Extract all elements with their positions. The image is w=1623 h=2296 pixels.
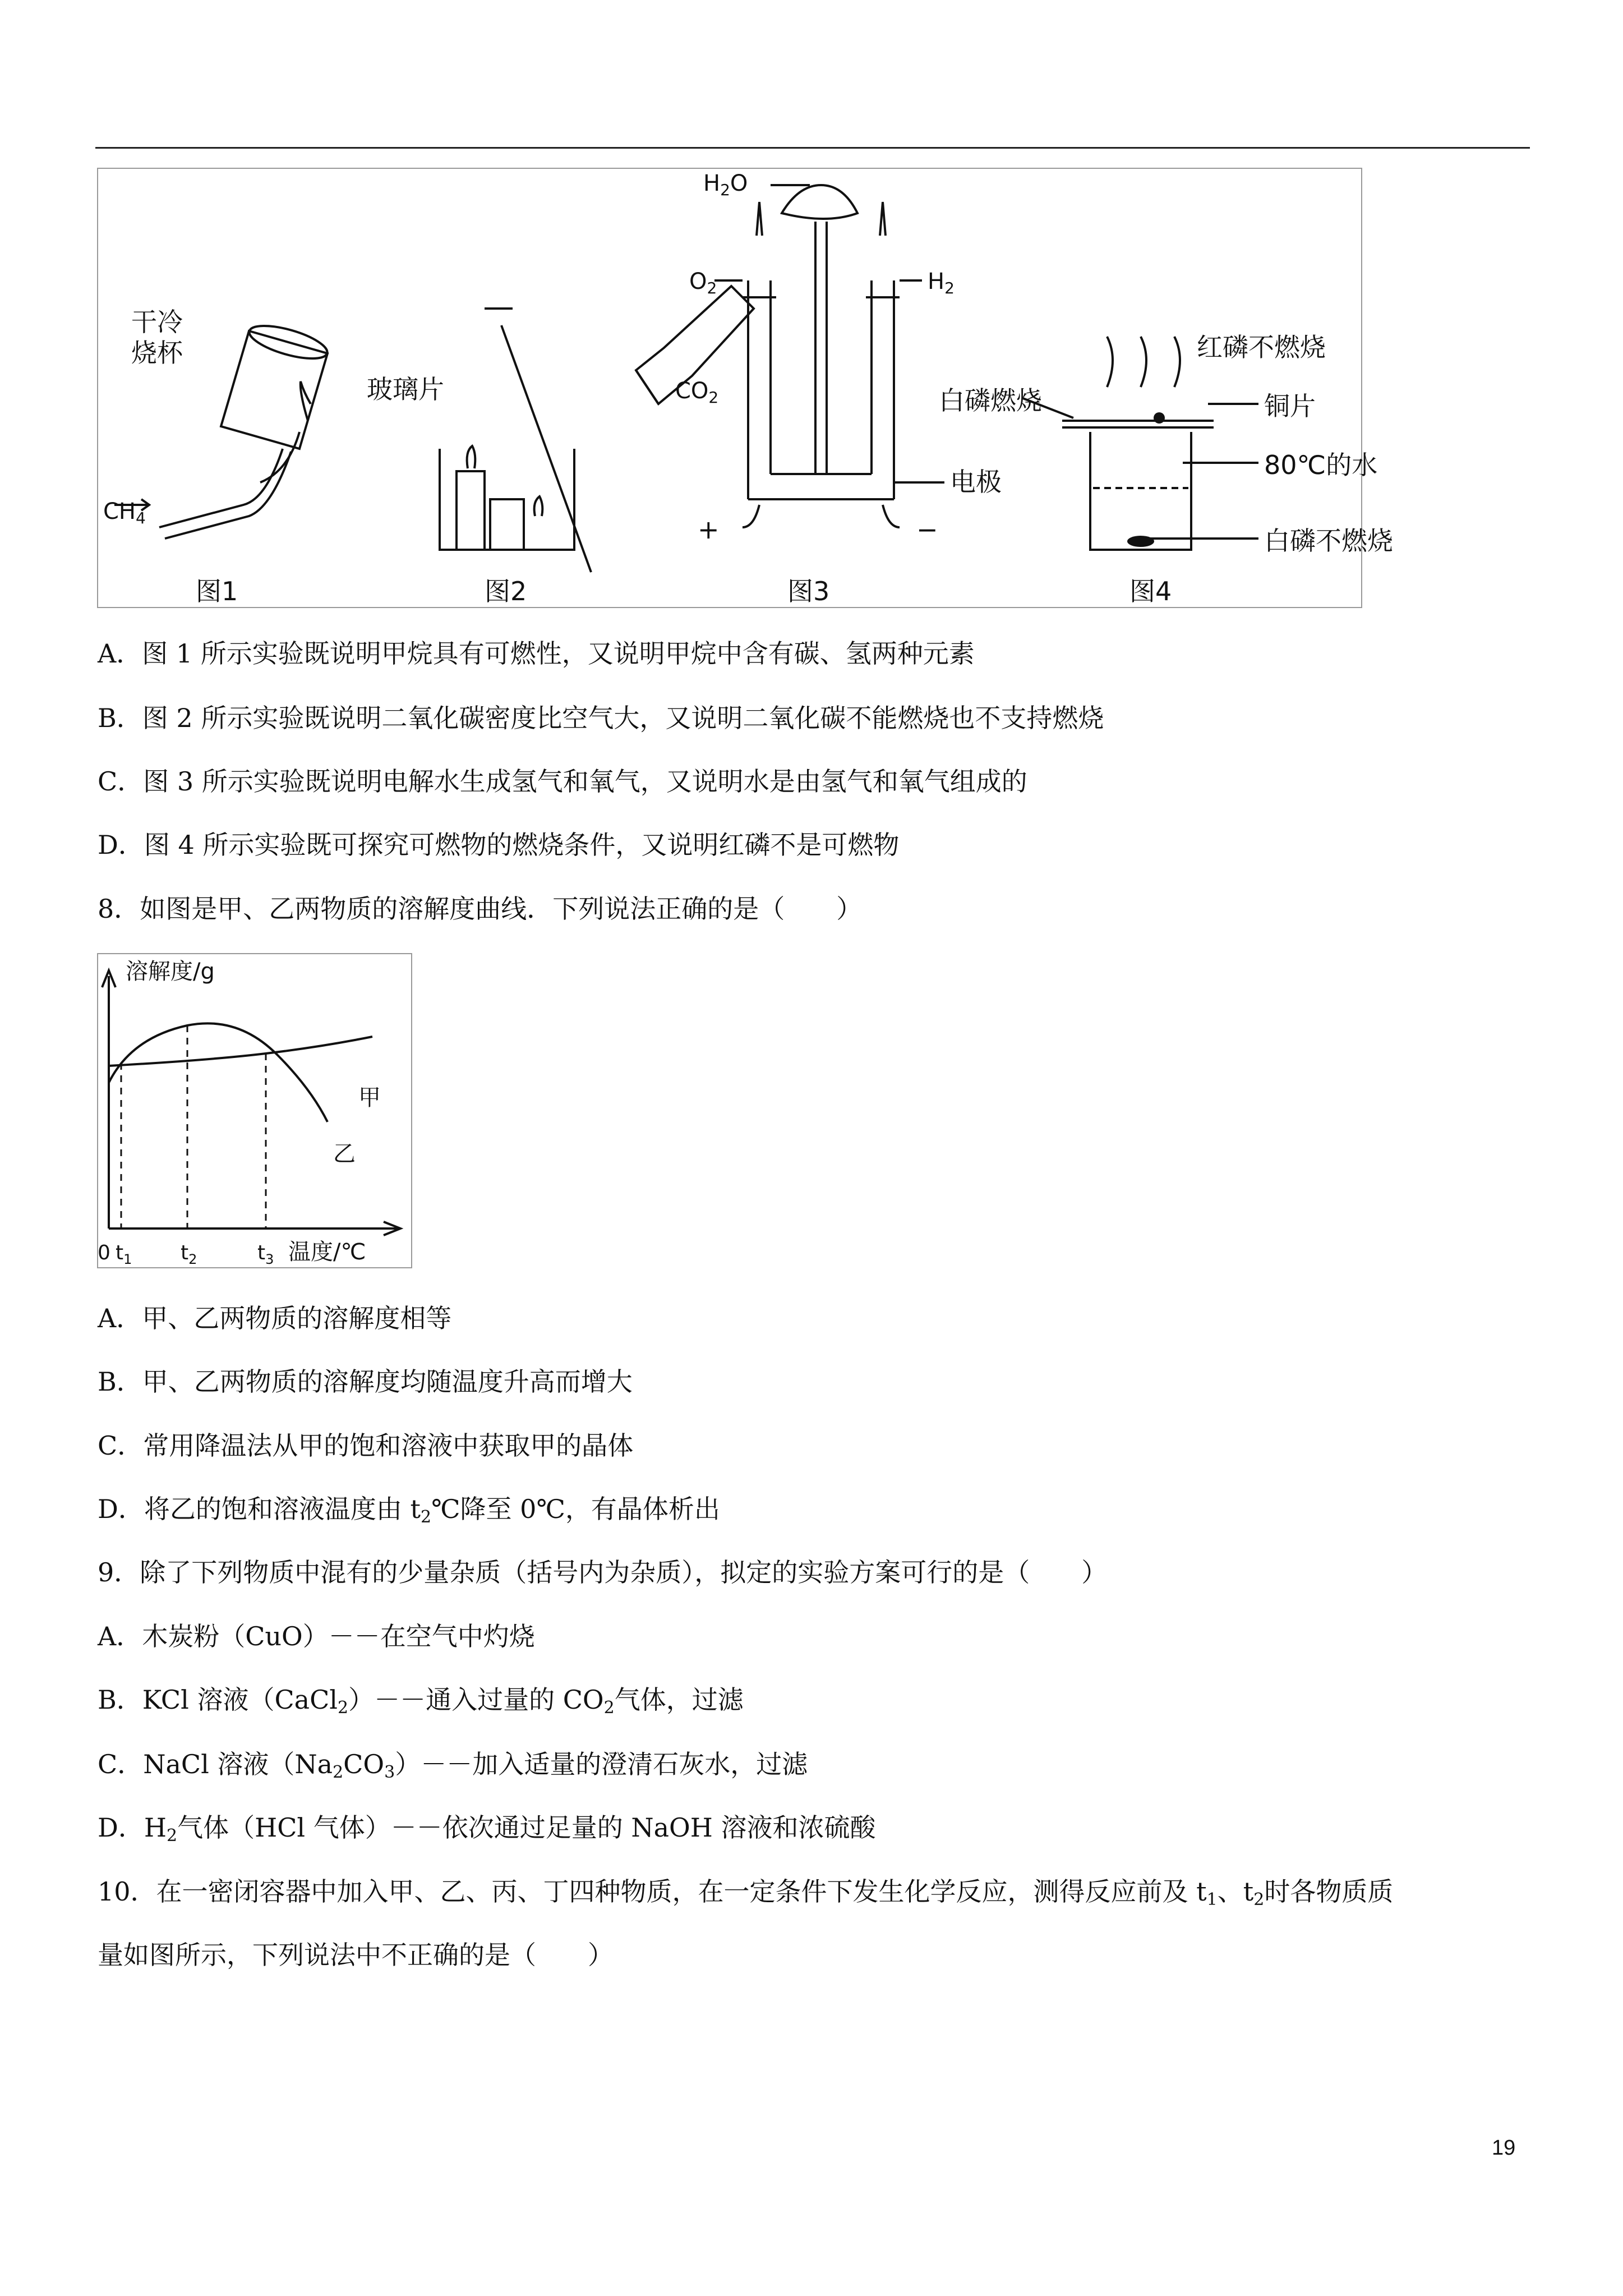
q7-option-d: D．图 4 所示实验既可探究可燃物的燃烧条件，又说明红磷不是可燃物: [98, 830, 900, 860]
chart-t2-base: t: [181, 1241, 189, 1264]
q10-stem-line1: 10．在一密闭容器中加入甲、乙、丙、丁四种物质，在一定条件下发生化学反应，测得反应前及 $t_1$、$t_2$时各物质质: [98, 1876, 1394, 1910]
q9-stem: 9．除了下列物质中混有的少量杂质（括号内为杂质），拟定的实验方案可行的是（ ）: [98, 1557, 1108, 1588]
q8-option-b: B．甲、乙两物质的溶解度均随温度升高而增大: [98, 1366, 633, 1397]
header-rule: [95, 147, 1530, 149]
q9-option-d: D．$H_2$气体（HCl 气体）－－依次通过足量的 NaOH 溶液和浓硫酸: [98, 1812, 876, 1846]
fig2-glass-label: 玻璃片: [367, 374, 444, 404]
fig3-top-tail: O: [730, 171, 748, 196]
fig1-caption: 图1: [196, 576, 238, 606]
chart-x-label: 温度/℃: [288, 1239, 366, 1265]
fig4-white-p-burn: 白磷燃烧: [939, 385, 1042, 416]
solubility-chart: [98, 954, 412, 1268]
fig2-bottle-label: CO: [675, 378, 709, 404]
q7-option-b: B．图 2 所示实验既说明二氧化碳密度比空气大，又说明二氧化碳不能燃烧也不支持燃烧: [98, 703, 1104, 733]
chart-t2-sub: 2: [188, 1251, 197, 1267]
q8-option-d: D．将乙的饱和溶液温度由 $t_2℃$降至 0℃，有晶体析出: [98, 1494, 720, 1527]
q10-stem-line2: 量如图所示，下列说法中不正确的是（ ）: [98, 1940, 614, 1970]
q9-option-a: A．木炭粉（CuO）－－在空气中灼烧: [98, 1621, 535, 1651]
chart-t3-base: t: [257, 1241, 266, 1264]
q8-option-a: A．甲、乙两物质的溶解度相等: [98, 1303, 452, 1333]
q9-option-c: C．NaCl 溶液$(Na_2CO_3)--$加入适量的澄清石灰水，过滤: [98, 1749, 808, 1782]
fig4-copper: 铜片: [1264, 391, 1316, 421]
fig4-water: 80℃的水: [1264, 450, 1378, 480]
fig3-right-label: H: [928, 269, 945, 295]
fig1-gas-label: CH: [103, 499, 136, 524]
fig3-minus: −: [916, 514, 938, 545]
fig4-caption: 图4: [1129, 576, 1172, 606]
q7-option-a: A．图 1 所示实验既说明甲烷具有可燃性，又说明甲烷中含有碳、氢两种元素: [98, 638, 975, 669]
experiment-figures: [98, 168, 1393, 608]
fig3-right-sub: 2: [944, 279, 955, 297]
q7-option-c: C．图 3 所示实验既说明电解水生成氢气和氧气，又说明水是由氢气和氧气组成的: [98, 766, 1027, 797]
chart-t1-base: t: [116, 1241, 124, 1264]
fig3-plus: +: [698, 514, 720, 545]
q9-option-b: B．KCl 溶液（CaCl$_2$）－－通入过量的 $CO_2$气体，过滤: [98, 1685, 744, 1718]
q8-stem: 8．如图是甲、乙两物质的溶解度曲线．下列说法正确的是（ ）: [98, 894, 863, 924]
fig1-label-2: 烧杯: [131, 338, 183, 368]
fig4-white-p-no: 白磷不燃烧: [1264, 526, 1393, 556]
chart-series-yi: 乙: [333, 1141, 356, 1167]
chart-t1-sub: 1: [123, 1251, 132, 1267]
fig3-caption: 图3: [787, 576, 830, 606]
fig3-top-label: H: [703, 171, 721, 196]
q8-option-c: C．常用降温法从甲的饱和溶液中获取甲的晶体: [98, 1430, 634, 1461]
fig3-electrode-label: 电极: [950, 467, 1002, 497]
chart-series-jia: 甲: [358, 1085, 381, 1111]
fig2-bottle-sub: 2: [708, 388, 719, 407]
page-number: 19: [1492, 2136, 1516, 2160]
fig2-caption: 图2: [485, 576, 527, 606]
fig3-top-sub: 2: [720, 181, 730, 199]
chart-origin: 0: [98, 1241, 110, 1264]
chart-t3-sub: 3: [265, 1251, 274, 1267]
fig3-left-sub: 2: [707, 279, 717, 297]
fig1-label-1: 干冷: [131, 307, 183, 337]
fig4-red-p: 红磷不燃烧: [1197, 332, 1326, 362]
chart-y-label: 溶解度/g: [126, 959, 215, 984]
fig3-left-label: O: [689, 269, 707, 295]
fig1-gas-sub: 4: [136, 509, 146, 527]
